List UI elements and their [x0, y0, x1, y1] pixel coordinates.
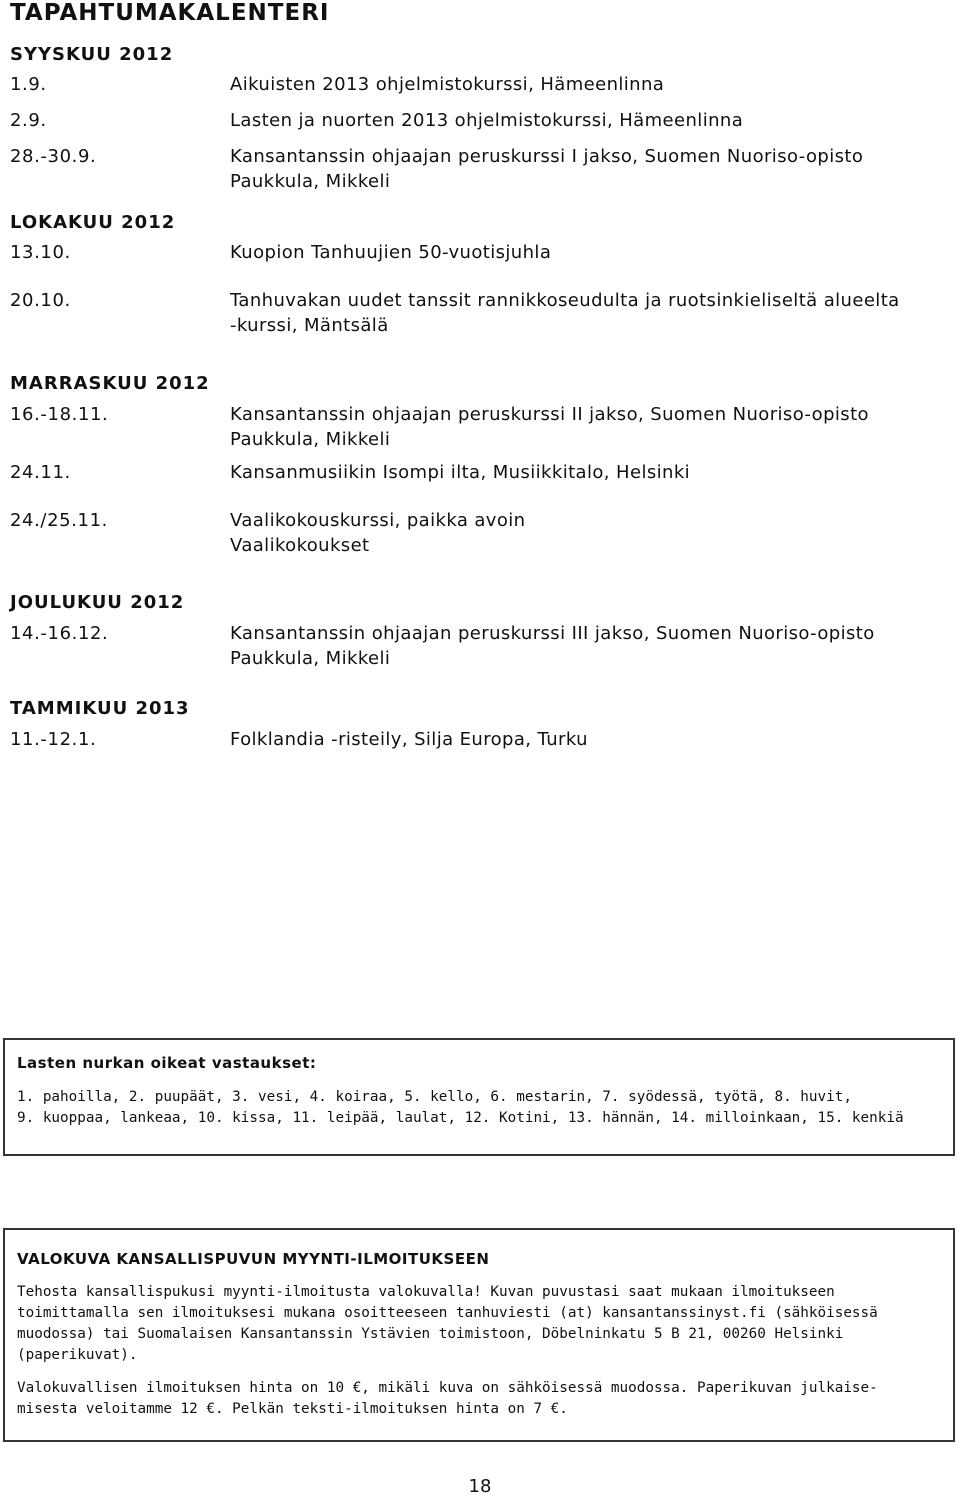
photo-ad-box	[3, 1228, 955, 1442]
event-date: 24.11.	[10, 462, 71, 483]
answers-box-title: Lasten nurkan oikeat vastaukset:	[17, 1054, 317, 1072]
paragraph-line: misesta veloitamme 12 €. Pelkän teksti-ilmoituksen hinta on 7 €.	[17, 1401, 568, 1417]
event-date: 2.9.	[10, 110, 47, 131]
event-date: 20.10.	[10, 290, 71, 311]
photo-ad-title: VALOKUVA KANSALLISPUVUN MYYNTI-ILMOITUKSEEN	[17, 1250, 490, 1268]
event-date: 14.-16.12.	[10, 623, 109, 644]
month-heading-marraskuu: MARRASKUU 2012	[10, 373, 210, 394]
event-description: Kansantanssin ohjaajan peruskurssi III jakso, Suomen Nuoriso-opisto Paukkula, Mikkeli	[230, 623, 875, 669]
event-date: 13.10.	[10, 242, 71, 263]
month-heading-joulukuu: JOULUKUU 2012	[10, 592, 185, 613]
event-description: Aikuisten 2013 ohjelmistokurssi, Hämeenlinna	[230, 74, 665, 95]
answers-line: 9. kuoppaa, lankeaa, 10. kissa, 11. leipää, laulat, 12. Kotini, 13. hännän, 14. milloinkaan, 15. kenkiä	[17, 1110, 904, 1126]
event-date: 24./25.11.	[10, 510, 108, 531]
month-heading-lokakuu: LOKAKUU 2012	[10, 212, 176, 233]
event-date: 16.-18.11.	[10, 404, 109, 425]
photo-ad-paragraph	[17, 1282, 941, 1366]
event-description: Kansantanssin ohjaajan peruskurssi II jakso, Suomen Nuoriso-opisto Paukkula, Mikkeli	[230, 404, 869, 450]
event-description: Kansantanssin ohjaajan peruskurssi I jakso, Suomen Nuoriso-opisto Paukkula, Mikkeli	[230, 146, 864, 192]
paragraph-line: (paperikuvat).	[17, 1347, 138, 1363]
event-description: Kuopion Tanhuujien 50-vuotisjuhla	[230, 242, 552, 263]
event-description: Vaalikokouskurssi, paikka avoin Vaalikokoukset	[230, 510, 526, 556]
paragraph-line: Tehosta kansallispukusi myynti-ilmoitusta valokuvalla! Kuvan puvustasi saat mukaan ilmoitukseen	[17, 1284, 835, 1300]
event-description: Kansanmusiikin Isompi ilta, Musiikkitalo, Helsinki	[230, 462, 691, 483]
answers-box	[3, 1038, 955, 1156]
event-description: Lasten ja nuorten 2013 ohjelmistokurssi, Hämeenlinna	[230, 110, 744, 131]
month-heading-syyskuu: SYYSKUU 2012	[10, 44, 174, 65]
month-heading-tammikuu: TAMMIKUU 2013	[10, 698, 190, 719]
page-title: TAPAHTUMAKALENTERI	[10, 0, 330, 26]
event-description: Folklandia -risteily, Silja Europa, Turku	[230, 729, 588, 750]
answers-line: 1. pahoilla, 2. puupäät, 3. vesi, 4. koiraa, 5. kello, 6. mestarin, 7. syödessä, työtä, 8. huvit,	[17, 1089, 852, 1105]
event-date: 11.-12.1.	[10, 729, 97, 750]
event-description: Tanhuvakan uudet tanssit rannikkoseudulta ja ruotsinkieliseltä alueelta -kurssi, Mäntsälä	[230, 290, 900, 336]
page-number: 18	[468, 1476, 492, 1497]
paragraph-line: muodossa) tai Suomalaisen Kansantanssin Ystävien toimistoon, Döbelninkatu 5 B 21, 00260 Helsinki	[17, 1326, 844, 1342]
photo-ad-price-paragraph	[17, 1378, 941, 1420]
event-date: 1.9.	[10, 74, 47, 95]
event-date: 28.-30.9.	[10, 146, 97, 167]
paragraph-line: Valokuvallisen ilmoituksen hinta on 10 €, mikäli kuva on sähköisessä muodossa. Paperikuvan julkaise-	[17, 1380, 878, 1396]
paragraph-line: toimittamalla sen ilmoituksesi mukana osoitteeseen tanhuviesti (at) kansantanssinyst.fi (sähköisessä	[17, 1305, 878, 1321]
